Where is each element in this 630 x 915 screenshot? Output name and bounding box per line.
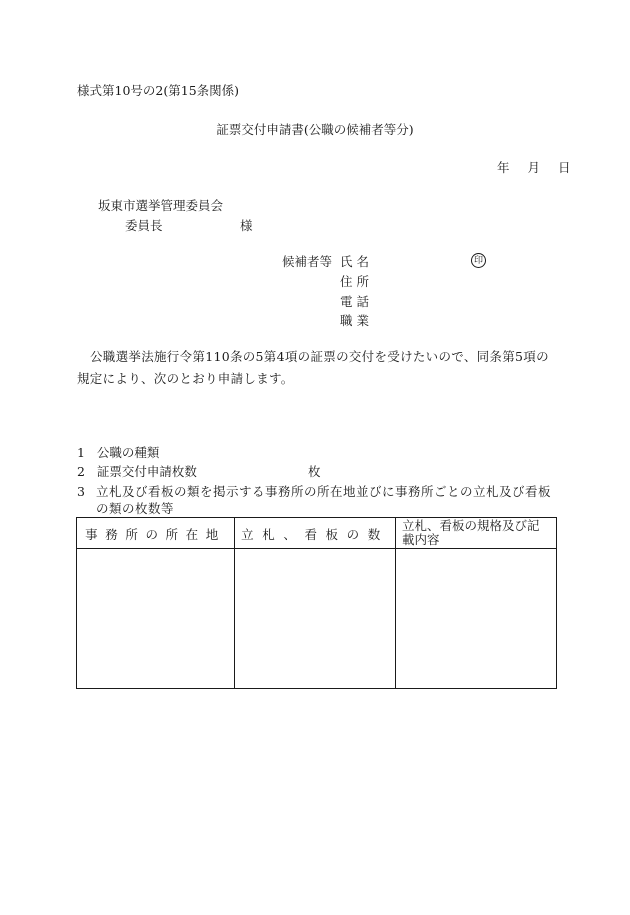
address-label: 住 所 (340, 274, 369, 289)
applicant-label: 候補者等 (282, 254, 333, 269)
item-1-number: 1 (77, 445, 85, 460)
header-sign-count: 立札、看板の数 (235, 518, 396, 549)
name-label: 氏 名 (340, 254, 369, 269)
form-number: 様式第10号の2(第15条関係) (77, 83, 240, 98)
seal-mark: 印 (471, 253, 486, 268)
date-day: 日 (558, 160, 571, 175)
recipient-title: 委員長 (125, 218, 163, 233)
item-1-text: 公職の種類 (96, 445, 160, 460)
office-table (76, 517, 557, 689)
table-row (77, 549, 557, 689)
item-3-text: 立札及び看板の類を掲示する事務所の所在地並びに事務所ごとの立札及び看板の類の枚数等 (96, 484, 552, 516)
request-body-text: 公職選挙法施行令第110条の5第4項の証票の交付を受けたいので、同条第5項の規定により、次のとおり申請します。 (77, 349, 549, 386)
cell-sign-count[interactable] (235, 549, 396, 689)
item-2-number: 2 (77, 464, 85, 479)
table-header-row (77, 518, 557, 549)
item-3 (77, 483, 559, 517)
date-month: 月 (527, 160, 541, 175)
recipient-organization: 坂東市選挙管理委員会 (98, 198, 224, 213)
occupation-label: 職 業 (340, 313, 369, 328)
item-3-number: 3 (77, 484, 85, 499)
document-title: 証票交付申請書(公職の候補者等分) (216, 122, 414, 137)
item-2-text: 証票交付申請枚数 (96, 464, 197, 479)
date-line (497, 160, 571, 176)
phone-label: 電 話 (340, 294, 369, 309)
item-2-unit: 枚 (308, 464, 321, 479)
recipient-honorific: 様 (240, 218, 253, 233)
item-1 (77, 445, 159, 461)
item-2 (77, 464, 197, 480)
header-office-location: 事務所の所在地 (77, 518, 235, 549)
header-sign-spec: 立札、看板の規格及び記載内容 (396, 518, 557, 549)
date-year: 年 (497, 160, 510, 175)
cell-sign-spec[interactable] (396, 549, 557, 689)
cell-office-location[interactable] (77, 549, 235, 689)
